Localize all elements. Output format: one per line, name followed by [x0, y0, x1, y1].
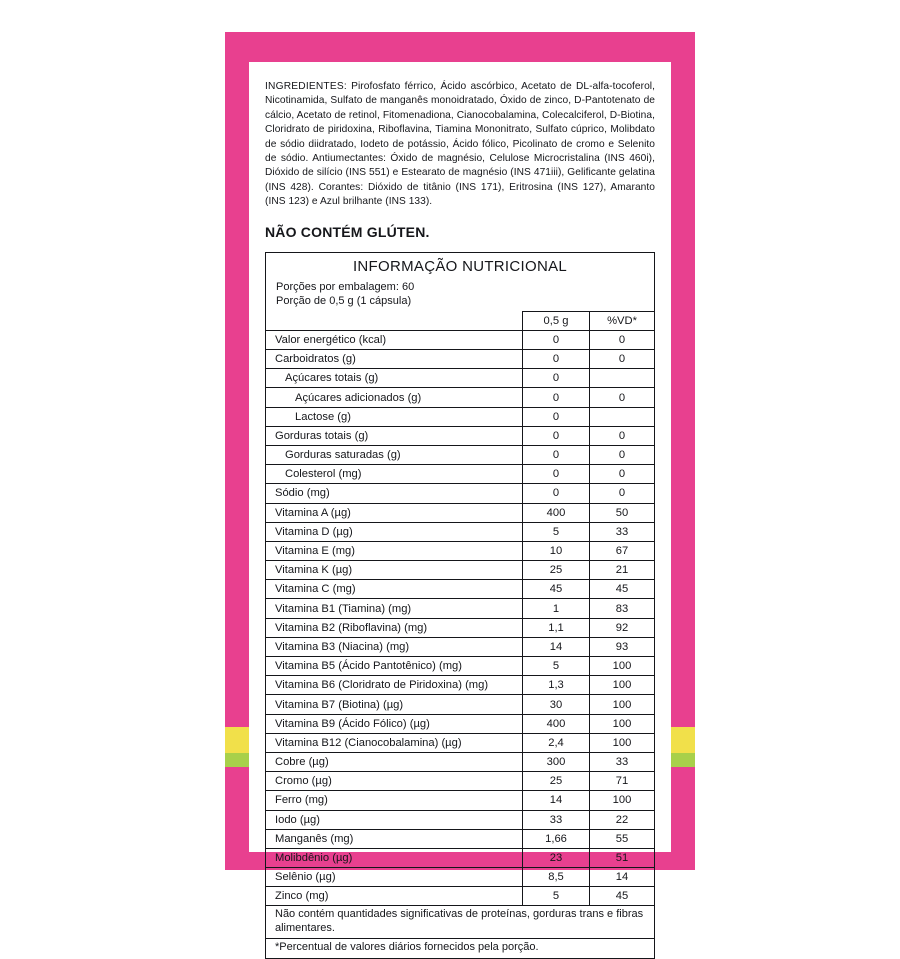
nutrient-table — [266, 311, 654, 906]
nutrient-amount: 14 — [523, 791, 590, 810]
nutrient-amount: 1 — [523, 599, 590, 618]
nutrient-dv: 21 — [590, 561, 655, 580]
nutrient-amount: 5 — [523, 522, 590, 541]
portions-per-pack: Porções por embalagem: 60 — [276, 280, 415, 293]
header-nutrient — [266, 311, 523, 330]
nutrient-amount: 0 — [523, 350, 590, 369]
nutrient-amount: 0 — [523, 484, 590, 503]
nutrient-name: Vitamina D (µg) — [266, 522, 523, 541]
nutrition-facts-table — [265, 252, 655, 959]
portion-size: Porção de 0,5 g (1 cápsula) — [276, 294, 412, 307]
nutrient-name: Açúcares adicionados (g) — [266, 388, 523, 407]
nutrient-name: Ferro (mg) — [266, 791, 523, 810]
nutrient-name: Cromo (µg) — [266, 772, 523, 791]
nutrient-dv: 100 — [590, 657, 655, 676]
nutrient-dv: 67 — [590, 541, 655, 560]
table-row — [266, 618, 654, 637]
nutrient-dv: 50 — [590, 503, 655, 522]
table-row — [266, 541, 654, 560]
table-row — [266, 465, 654, 484]
nutrient-dv: 100 — [590, 676, 655, 695]
header-amount: 0,5 g — [523, 311, 590, 330]
nutrient-amount: 25 — [523, 561, 590, 580]
nutrient-dv: 100 — [590, 695, 655, 714]
nutrition-title: INFORMAÇÃO NUTRICIONAL — [352, 257, 568, 275]
nutrient-dv: 45 — [590, 580, 655, 599]
nutrient-amount: 400 — [523, 503, 590, 522]
nutrient-amount: 300 — [523, 752, 590, 771]
nutrient-amount: 45 — [523, 580, 590, 599]
header-dv: %VD* — [590, 311, 655, 330]
nutrient-name: Vitamina K (µg) — [266, 561, 523, 580]
nutrient-name: Colesterol (mg) — [266, 465, 523, 484]
table-row — [266, 580, 654, 599]
table-row — [266, 599, 654, 618]
nutrient-amount: 30 — [523, 695, 590, 714]
product-package — [225, 32, 695, 954]
nutrient-name: Açúcares totais (g) — [266, 369, 523, 388]
nutrient-name: Sódio (mg) — [266, 484, 523, 503]
table-row — [266, 522, 654, 541]
portion-info — [266, 280, 654, 311]
nutrient-name: Iodo (µg) — [266, 810, 523, 829]
table-row — [266, 657, 654, 676]
table-row — [266, 503, 654, 522]
table-row — [266, 445, 654, 464]
nutrient-amount: 5 — [523, 657, 590, 676]
nutrient-dv — [590, 369, 655, 388]
nutrient-amount: 0 — [523, 330, 590, 349]
nutrient-name: Vitamina B3 (Niacina) (mg) — [266, 637, 523, 656]
table-row — [266, 388, 654, 407]
nutrient-name: Carboidratos (g) — [266, 350, 523, 369]
nutrient-amount: 14 — [523, 637, 590, 656]
nutrient-amount: 0 — [523, 426, 590, 445]
nutrient-amount: 0 — [523, 388, 590, 407]
ingredients-text: Pirofosfato férrico, Ácido ascórbico, Acetato de DL-alfa-tocoferol, Nicotinamida, Sulfato de manganês monoidratado, Óxido de zinco, D-Pantotenato de cálcio, Acetato de retinol, Fitomenadiona, Cianocobalamina, Colecalciferol, D-Biotina, Cloridrato de piridoxina, Riboflavina, Tiamina Mononitrato, Sulfato cúprico, Molibdato de sódio diidratado, Iodeto de potássio, Ácido fólico, Picolinato de cromo e Selenito de sódio. Antiumectantes: Óxido de magnésio, Celulose Microcristalina (INS 460i), Dióxido de silício (INS 551) e Estearato de magnésio (INS 471iii), Gelificante gelatina (INS 428). Corantes: Dióxido de titânio (INS 171), Eritrosina (INS 127), Amaranto (INS 123) e Azul brilhante (INS 133). — [265, 81, 655, 208]
nutrient-dv: 55 — [590, 829, 655, 848]
nutrient-rows — [266, 330, 654, 905]
nutrient-name: Vitamina B9 (Ácido Fólico) (µg) — [266, 714, 523, 733]
table-row — [266, 714, 654, 733]
nutrient-dv: 0 — [590, 426, 655, 445]
table-row — [266, 733, 654, 752]
nutrient-dv: 0 — [590, 465, 655, 484]
nutrient-amount: 1,3 — [523, 676, 590, 695]
nutrient-dv: 45 — [590, 887, 655, 906]
table-row — [266, 350, 654, 369]
nutrient-name: Vitamina B1 (Tiamina) (mg) — [266, 599, 523, 618]
table-row — [266, 561, 654, 580]
nutrient-amount: 1,1 — [523, 618, 590, 637]
nutrient-dv: 0 — [590, 350, 655, 369]
nutrient-name: Lactose (g) — [266, 407, 523, 426]
nutrient-dv: 93 — [590, 637, 655, 656]
nutrient-dv: 22 — [590, 810, 655, 829]
nutrient-name: Valor energético (kcal) — [266, 330, 523, 349]
nutrient-name: Zinco (mg) — [266, 887, 523, 906]
nutrient-name: Selênio (µg) — [266, 868, 523, 887]
nutrient-dv: 100 — [590, 714, 655, 733]
ingredients-label: INGREDIENTES: — [265, 81, 347, 92]
table-row — [266, 752, 654, 771]
nutrient-dv: 100 — [590, 733, 655, 752]
nutrient-dv: 71 — [590, 772, 655, 791]
ingredients-paragraph — [265, 80, 655, 210]
table-row — [266, 369, 654, 388]
table-row — [266, 887, 654, 906]
nutrient-name: Manganês (mg) — [266, 829, 523, 848]
table-header-row — [266, 311, 654, 330]
nutrient-amount: 0 — [523, 369, 590, 388]
nutrient-amount: 25 — [523, 772, 590, 791]
nutrient-dv: 0 — [590, 330, 655, 349]
table-row — [266, 637, 654, 656]
gluten-statement: NÃO CONTÉM GLÚTEN. — [265, 223, 430, 240]
nutrient-dv: 0 — [590, 445, 655, 464]
table-row — [266, 426, 654, 445]
nutrient-dv: 83 — [590, 599, 655, 618]
nutrient-amount: 400 — [523, 714, 590, 733]
nutrient-dv: 92 — [590, 618, 655, 637]
table-row — [266, 407, 654, 426]
nutrient-amount: 23 — [523, 848, 590, 867]
table-row — [266, 829, 654, 848]
nutrient-dv: 14 — [590, 868, 655, 887]
nutrient-dv — [590, 407, 655, 426]
nutrient-amount: 2,4 — [523, 733, 590, 752]
table-row — [266, 810, 654, 829]
table-row — [266, 772, 654, 791]
table-row — [266, 695, 654, 714]
table-row — [266, 868, 654, 887]
nutrient-name: Vitamina C (mg) — [266, 580, 523, 599]
table-row — [266, 791, 654, 810]
nutrient-name: Vitamina B5 (Ácido Pantotênico) (mg) — [266, 657, 523, 676]
nutrient-amount: 8,5 — [523, 868, 590, 887]
nutrient-amount: 1,66 — [523, 829, 590, 848]
table-row — [266, 484, 654, 503]
nutrient-amount: 0 — [523, 445, 590, 464]
nutrient-amount: 5 — [523, 887, 590, 906]
nutrient-amount: 0 — [523, 407, 590, 426]
nutrient-name: Gorduras totais (g) — [266, 426, 523, 445]
nutrient-name: Vitamina E (mg) — [266, 541, 523, 560]
nutrient-dv: 100 — [590, 791, 655, 810]
nutrient-dv: 0 — [590, 388, 655, 407]
table-row — [266, 330, 654, 349]
nutrient-amount: 10 — [523, 541, 590, 560]
table-row — [266, 676, 654, 695]
nutrient-name: Gorduras saturadas (g) — [266, 445, 523, 464]
nutrient-dv: 51 — [590, 848, 655, 867]
nutrient-name: Vitamina B2 (Riboflavina) (mg) — [266, 618, 523, 637]
nutrient-dv: 33 — [590, 522, 655, 541]
label-panel — [249, 62, 671, 954]
nutrient-name: Cobre (µg) — [266, 752, 523, 771]
nutrient-name: Molibdênio (µg) — [266, 848, 523, 867]
nutrient-amount: 0 — [523, 465, 590, 484]
nutrient-name: Vitamina B12 (Cianocobalamina) (µg) — [266, 733, 523, 752]
nutrient-name: Vitamina B7 (Biotina) (µg) — [266, 695, 523, 714]
table-row — [266, 848, 654, 867]
nutrient-dv: 0 — [590, 484, 655, 503]
footnote-not-significant: Não contém quantidades significativas de proteínas, gorduras trans e fibras alimentares. — [266, 905, 654, 938]
nutrient-amount: 33 — [523, 810, 590, 829]
footnote-daily-values: *Percentual de valores diários fornecidos pela porção. — [266, 938, 654, 958]
nutrient-dv: 33 — [590, 752, 655, 771]
nutrient-name: Vitamina B6 (Cloridrato de Piridoxina) (mg) — [266, 676, 523, 695]
nutrient-name: Vitamina A (µg) — [266, 503, 523, 522]
